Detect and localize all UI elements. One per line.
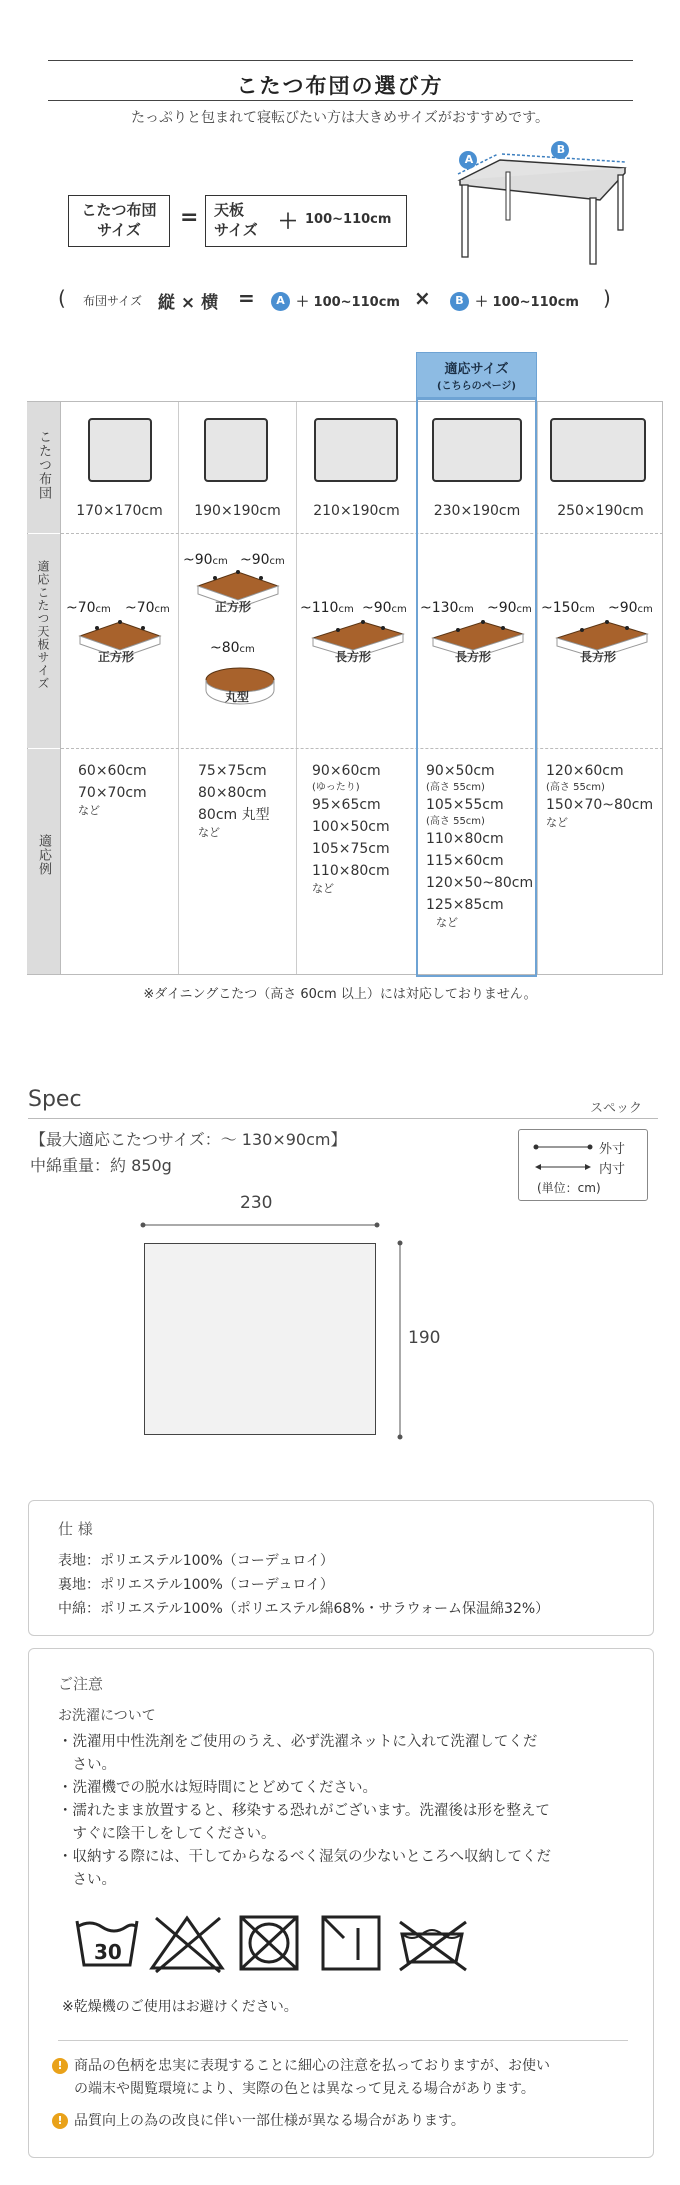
round-shape-label: 丸型 <box>225 690 250 704</box>
example-etc: など <box>78 804 100 817</box>
quilt-size-label-2: サイズ <box>97 221 141 239</box>
quilt-icon-190 <box>204 418 268 482</box>
dryer-note: ※乾燥機のご使用はお避けください。 <box>62 1999 298 2015</box>
spec-change-warning: ! 品質向上の為の改良に伴い一部仕様が異なる場合があります。 <box>52 2110 652 2133</box>
no-dry-clean-icon <box>392 1912 472 1974</box>
max-size: 【最大適応こたつサイズ：～ 130×90cm】 <box>30 1130 347 1149</box>
quilt-size-250: 250×190cm <box>557 503 644 519</box>
example-item: 150×70~80cm <box>546 797 654 813</box>
col-sep-1 <box>178 402 179 974</box>
example-item: 110×80cm <box>312 863 390 879</box>
tabletop-size-label-1: 天板 <box>214 201 245 219</box>
example-item: 90×50cm <box>426 763 495 779</box>
example-etc: など <box>436 916 458 929</box>
no-tumble-dry-icon <box>236 1912 302 1974</box>
bullet-line: ・収納する際には、干してからなるべく湿気の少ないところへ収納してくだ <box>58 1849 551 1865</box>
tabletop-dim-right-0: ~70cm <box>125 600 170 616</box>
no-bleach-icon <box>148 1912 226 1974</box>
fill-weight: 中綿重量：約 850g <box>30 1156 172 1175</box>
spec-title: Spec <box>28 1087 82 1112</box>
row-header-examples <box>27 749 60 974</box>
tabletop-size-label-2: サイズ <box>214 221 258 239</box>
example-note: (高さ 55cm) <box>426 782 485 793</box>
examples-col-1 <box>198 760 270 840</box>
row-sep-1 <box>61 533 663 534</box>
example-item: 90×60cm <box>312 763 381 779</box>
specs-panel-title: 仕 様 <box>58 1520 93 1538</box>
quilt-size-170: 170×170cm <box>76 503 163 519</box>
formula2-times: × <box>414 286 431 310</box>
example-note: (高さ 55cm) <box>426 816 485 827</box>
shape-label-1: 正方形 <box>215 600 252 614</box>
tabletop-dim-right-1: ~90cm <box>240 552 285 568</box>
example-item: 105×55cm <box>426 797 504 813</box>
spec-line-back: 裏地：ポリエステル100%（コーデュロイ） <box>58 1577 334 1593</box>
formula2-open: ( <box>58 286 66 310</box>
row-header-tabletop <box>27 534 60 748</box>
bullet-line: さい。 <box>58 1757 116 1773</box>
tabletop-dim-left-1: ~90cm <box>183 552 228 568</box>
formula-equals: = <box>180 205 199 230</box>
example-item: 95×65cm <box>312 797 381 813</box>
tabletop-dim-left-2: ~110cm <box>300 600 354 616</box>
formula2-range-b: ＋ 100~110cm <box>475 295 579 310</box>
caution-divider <box>58 2040 628 2041</box>
applicable-size-tag <box>416 352 537 398</box>
height-dim-line <box>395 1240 405 1440</box>
b-marker-label: B <box>556 143 566 156</box>
examples-col-4 <box>546 760 653 830</box>
example-item: 80cm 丸型 <box>198 807 270 823</box>
tabletop-dim-right-3: ~90cm <box>487 600 532 616</box>
example-item: 75×75cm <box>198 763 267 779</box>
example-item: 70×70cm <box>78 785 147 801</box>
row-header-quilt <box>27 402 60 533</box>
wash-temp: 30 <box>94 1940 122 1964</box>
formula2-dims: 縦 × 横 <box>158 293 219 313</box>
quilt-size-label-1: こたつ布団 <box>81 201 157 219</box>
spec-line-surface: 表地：ポリエステル100%（コーデュロイ） <box>58 1553 334 1569</box>
quilt-icon-250 <box>550 418 646 482</box>
header-top-rule <box>48 60 633 61</box>
example-item: 110×80cm <box>426 831 504 847</box>
page-subtitle: たっぷりと包まれて寝転びたい方は大きめサイズがおすすめです。 <box>131 110 549 126</box>
example-note: (高さ 55cm) <box>546 782 605 793</box>
shape-label-2: 長方形 <box>335 650 372 664</box>
col-sep-2 <box>296 402 297 974</box>
example-item: 80×80cm <box>198 785 267 801</box>
warning-icon: ! <box>52 2058 68 2074</box>
spec-line-filling: 中綿：ポリエステル100%（ポリエステル綿68%・サラウォーム保温綿32%） <box>58 1601 550 1617</box>
header-bottom-rule <box>48 100 633 101</box>
formula2-range-a: ＋ 100~110cm <box>296 295 400 310</box>
color-warning-line-2: の端末や閲覧環境により、実際の色とは異なって見える場合があります。 <box>74 2081 535 2097</box>
formula2-b: B <box>455 294 464 307</box>
inner-dim-icon <box>533 1162 593 1172</box>
a-marker-label: A <box>464 153 474 166</box>
formula2-close: ) <box>603 286 611 310</box>
spec-title-jp: スペック <box>590 1101 643 1116</box>
example-item: 100×50cm <box>312 819 390 835</box>
example-item: 125×85cm <box>426 897 504 913</box>
row-sep-2 <box>61 748 663 749</box>
formula2-a: A <box>276 294 285 307</box>
example-item: 120×50~80cm <box>426 875 534 891</box>
dining-kotatsu-note: ※ダイニングこたつ（高さ 60cm 以上）には対応しておりません。 <box>143 987 537 1002</box>
example-note: (ゆったり) <box>312 782 360 793</box>
applicable-size-highlight <box>416 398 537 977</box>
tag-line-2: (こちらのページ) <box>437 381 516 392</box>
bullet-line: ・洗濯機での脱水は短時間にとどめてください。 <box>58 1780 377 1796</box>
color-warning-line-1: ! 商品の色柄を忠実に表現することに細心の注意を払っておりますが、お使い <box>52 2055 652 2078</box>
tag-line-1: 適応サイズ <box>444 362 509 377</box>
quilt-icon-170 <box>88 418 152 482</box>
tabletop-dim-left-0: ~70cm <box>66 600 111 616</box>
tabletop-dim-right-2: ~90cm <box>362 600 407 616</box>
formula-plus: ＋ <box>278 209 298 233</box>
example-etc: など <box>546 816 568 829</box>
warning-icon: ! <box>52 2113 68 2129</box>
quilt-size-210: 210×190cm <box>313 503 400 519</box>
caution-title: ご注意 <box>58 1675 104 1693</box>
row-header-tabletop-text: 適応こたつ天板サイズ <box>36 560 50 690</box>
quilt-size-box <box>68 195 170 247</box>
example-item: 60×60cm <box>78 763 147 779</box>
formula2-equals: = <box>238 286 255 310</box>
example-item: 120×60cm <box>546 763 624 779</box>
line-dry-shade-icon <box>318 1912 384 1974</box>
width-label: 230 <box>240 1193 273 1213</box>
example-etc: など <box>312 882 334 895</box>
legend-outer: 外寸 <box>599 1142 626 1157</box>
example-item: 115×60cm <box>426 853 504 869</box>
bullet-line: さい。 <box>58 1872 116 1888</box>
examples-col-0 <box>78 760 147 818</box>
quilt-size-230: 230×190cm <box>433 503 521 519</box>
round-dim-1: ~80cm <box>210 640 255 656</box>
spec-rule <box>28 1118 658 1119</box>
dimension-legend <box>518 1129 648 1201</box>
caution-subtitle: お洗濯について <box>58 1708 156 1724</box>
row-header-quilt-text: こたつ布団 <box>36 430 51 500</box>
tabletop-dim-left-3: ~130cm <box>420 600 474 616</box>
legend-unit: (単位：cm) <box>537 1181 601 1195</box>
formula-range: 100~110cm <box>305 212 392 227</box>
width-dim-line <box>140 1220 380 1230</box>
quilt-size-190: 190×190cm <box>194 503 281 519</box>
legend-inner: 内寸 <box>599 1162 626 1177</box>
formula2-prefix: 布団サイズ <box>83 294 143 308</box>
bullet-line: ・濡れたまま放置すると、移染する恐れがございます。洗濯後は形を整えて <box>58 1803 550 1819</box>
bullet-line: すぐに陰干しをしてください。 <box>58 1826 276 1842</box>
shape-label-3: 長方形 <box>455 650 492 664</box>
col-sep-4 <box>537 402 538 974</box>
tabletop-dim-left-4: ~150cm <box>541 600 595 616</box>
shape-label-4: 長方形 <box>580 650 617 664</box>
outer-dim-icon <box>533 1142 593 1152</box>
quilt-icon-210 <box>314 418 398 482</box>
color-warning <box>52 2055 652 2101</box>
quilt-outline <box>144 1243 376 1435</box>
row-header-examples-text: 適応例 <box>36 834 51 876</box>
wash-bullets <box>58 1731 648 1892</box>
formula2-row <box>58 286 638 316</box>
example-etc: など <box>198 826 220 839</box>
shape-label-0: 正方形 <box>98 650 135 664</box>
page-title: こたつ布団の選び方 <box>236 74 444 98</box>
example-item: 105×75cm <box>312 841 390 857</box>
col-sep-0 <box>60 402 61 974</box>
height-label: 190 <box>408 1328 441 1348</box>
tabletop-dim-right-4: ~90cm <box>608 600 653 616</box>
examples-col-2 <box>312 760 390 896</box>
bullet-line: ・洗濯用中性洗剤をご使用のうえ、必ず洗濯ネットに入れて洗濯してくだ <box>58 1734 538 1750</box>
